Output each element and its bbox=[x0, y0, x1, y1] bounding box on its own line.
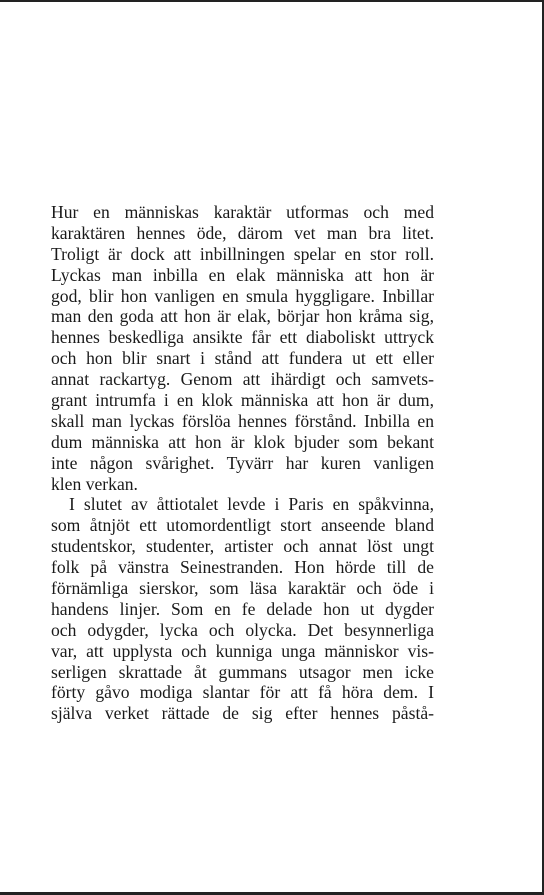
body-text bbox=[51, 202, 434, 724]
text-line: god, blir hon vanligen en smula hyggligare. Inbillar bbox=[51, 285, 434, 306]
text-line: skall man lyckas förslöa hennes förstånd. Inbilla en bbox=[51, 410, 434, 431]
text-line: annat rackartyg. Genom att ihärdigt och samvets- bbox=[51, 369, 434, 390]
text-line: Hur en människas karaktär utformas och med bbox=[51, 202, 434, 222]
text-line: grant intrumfa i en klok människa att hon är dum, bbox=[51, 390, 434, 411]
text-line: I slutet av åttiotalet levde i Paris en spåkvinna, bbox=[69, 494, 434, 515]
text-line: dum människa att hon är klok bjuder som bekant bbox=[51, 431, 434, 452]
text-line: som åtnjöt ett utomordentligt stort anseende bland bbox=[51, 515, 434, 536]
page-border-top bbox=[0, 0, 544, 2]
text-line: och odygder, lycka och olycka. Det besynnerliga bbox=[51, 619, 434, 640]
paragraph-2 bbox=[51, 494, 434, 724]
text-line: Lyckas man inbilla en elak människa att hon är bbox=[51, 264, 434, 285]
text-line: förnämliga sierskor, som läsa karaktär och öde i bbox=[51, 578, 434, 599]
text-line: serligen skrattade åt gummans utsagor men icke bbox=[51, 661, 434, 682]
text-line: förty gåvo modiga slantar för att få höra dem. I bbox=[51, 682, 434, 703]
paragraph-1 bbox=[51, 202, 434, 494]
text-line: studentskor, studenter, artister och annat löst ungt bbox=[51, 536, 434, 557]
text-line: hennes beskedliga ansikte får ett diaboliskt uttryck bbox=[51, 327, 434, 348]
text-line: Troligt är dock att inbillningen spelar en stor roll. bbox=[51, 243, 434, 264]
text-line: själva verket rättade de sig efter hennes påstå- bbox=[51, 703, 434, 724]
text-line: var, att upplysta och kunniga unga människor vis- bbox=[51, 640, 434, 661]
text-line: karaktären hennes öde, därom vet man bra litet. bbox=[51, 222, 434, 243]
text-line: klen verkan. bbox=[51, 473, 138, 494]
text-line: inte någon svårighet. Tyvärr har kuren vanligen bbox=[51, 452, 434, 473]
text-line: man den goda att hon är elak, börjar hon kråma sig, bbox=[51, 306, 434, 327]
text-line: handens linjer. Som en fe delade hon ut dygder bbox=[51, 598, 434, 619]
text-line: och hon blir snart i stånd att fundera ut ett eller bbox=[51, 348, 434, 369]
text-line: folk på vänstra Seinestranden. Hon hörde till de bbox=[51, 557, 434, 578]
